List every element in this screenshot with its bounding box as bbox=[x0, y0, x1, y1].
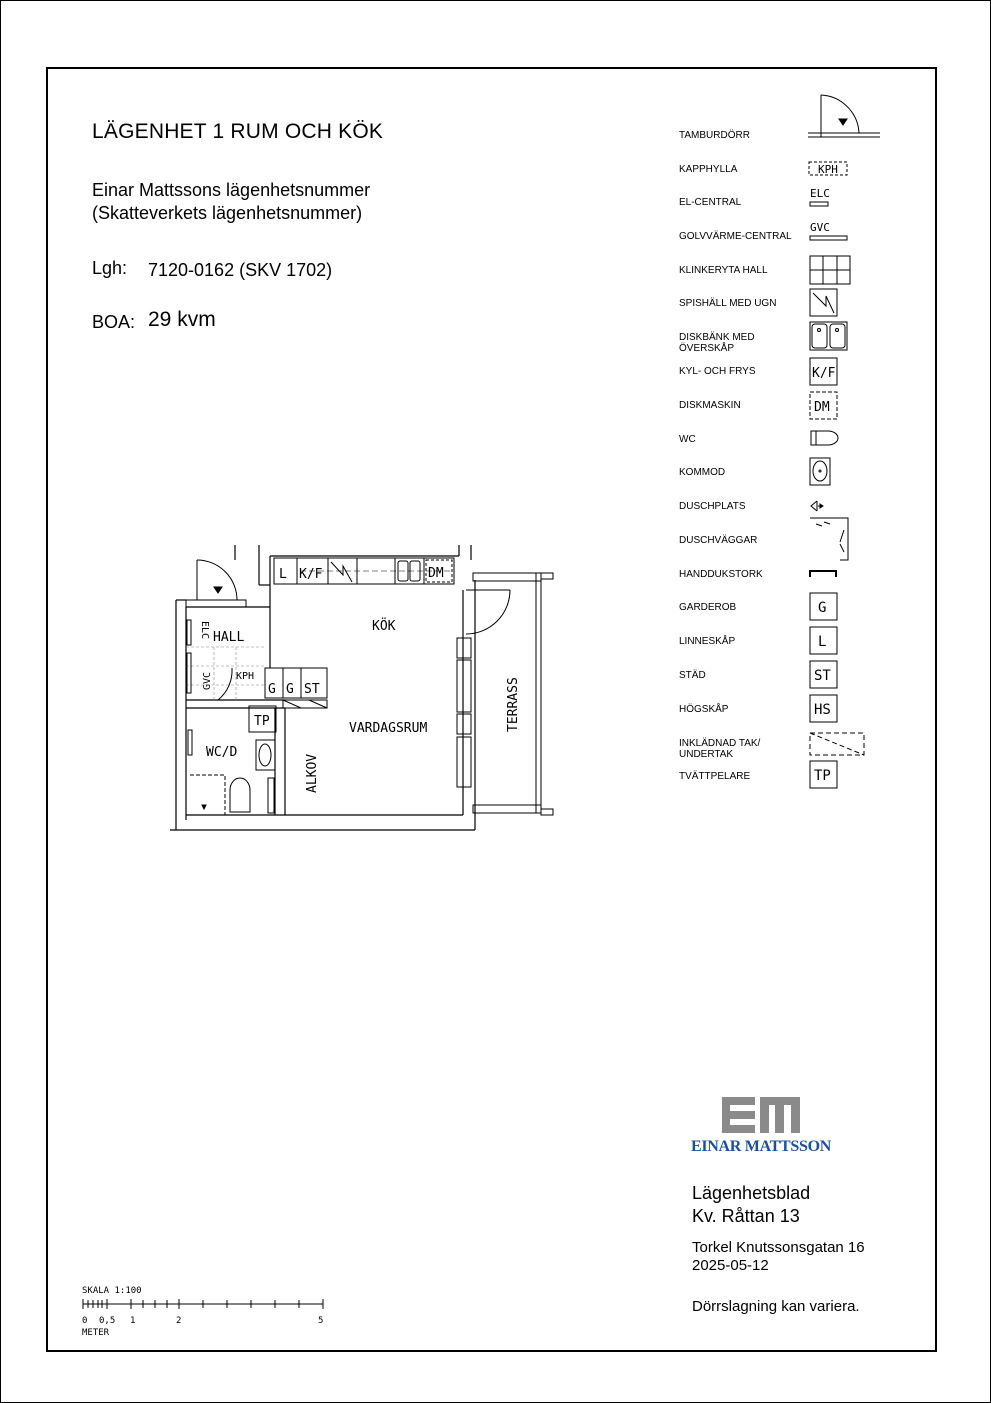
legend-icons bbox=[800, 90, 880, 800]
legend-label-tamburdorr: TAMBURDÖRR bbox=[679, 130, 750, 141]
wardrobe-icon-text: G bbox=[818, 600, 827, 616]
towel-dryer bbox=[188, 730, 192, 755]
scale-tick-2: 2 bbox=[176, 1316, 182, 1326]
legend-label-kylfrys: KYL- OCH FRYS bbox=[679, 366, 756, 377]
company-logo-mark bbox=[722, 1097, 802, 1135]
legend-label-tvattpelare: TVÄTTPELARE bbox=[679, 771, 751, 782]
wc-toilet bbox=[230, 778, 250, 812]
plan-label-vardagsrum: VARDAGSRUM bbox=[349, 721, 428, 736]
sink-icon bbox=[810, 322, 847, 350]
plan-label-alkov: ALKOV bbox=[305, 753, 320, 793]
legend-label-duschplats: DUSCHPLATS bbox=[679, 501, 746, 512]
shower-wall-icon bbox=[810, 518, 848, 560]
page-title: LÄGENHET 1 RUM OCH KÖK bbox=[92, 120, 384, 143]
scale-tick-5: 5 bbox=[318, 1316, 324, 1326]
scale-bar bbox=[80, 1296, 330, 1316]
date: 2025-05-12 bbox=[692, 1257, 769, 1274]
tall-cabinet-icon-text: HS bbox=[814, 702, 831, 718]
linen-icon bbox=[810, 627, 837, 654]
plan-label-gvc: GVC bbox=[202, 671, 213, 690]
kph-icon bbox=[809, 162, 847, 176]
plan-label-tp: TP bbox=[254, 714, 270, 729]
plan-label-kph: KPH bbox=[236, 671, 255, 682]
legend-label-linneskap: LINNESKÅP bbox=[679, 636, 736, 647]
company-logo-text: EINAR MATTSSON bbox=[691, 1138, 831, 1155]
address: Torkel Knutssonsgatan 16 bbox=[692, 1239, 865, 1256]
doc-type: Lägenhetsblad bbox=[692, 1183, 811, 1203]
elc-box bbox=[187, 620, 191, 645]
plan-label-l: L bbox=[279, 567, 287, 582]
scale-tick-0: 0 bbox=[82, 1316, 88, 1326]
basin-icon bbox=[810, 458, 830, 485]
plan-label-terrass: TERRASS bbox=[506, 677, 521, 732]
door-icon bbox=[808, 95, 880, 137]
scale-tick-1: 1 bbox=[130, 1316, 136, 1326]
boa-label: BOA: bbox=[92, 312, 136, 332]
elc-icon bbox=[810, 187, 830, 206]
lgh-label: Lgh: bbox=[92, 258, 128, 278]
stove-icon bbox=[810, 289, 837, 316]
subtitle-line2: (Skatteverkets lägenhetsnummer) bbox=[92, 203, 363, 223]
plan-label-kok: KÖK bbox=[372, 619, 396, 634]
property-name: Kv. Råttan 13 bbox=[692, 1206, 800, 1226]
wardrobe-icon bbox=[810, 593, 837, 620]
washer-icon-text: TP bbox=[814, 768, 831, 784]
boa-value: 29 kvm bbox=[148, 308, 216, 331]
legend-label-stad: STÄD bbox=[679, 670, 706, 681]
legend-label-diskmaskin: DISKMASKIN bbox=[679, 400, 741, 411]
legend-label-hogskap: HÖGSKÅP bbox=[679, 704, 729, 715]
washer-icon bbox=[810, 761, 837, 788]
tile-icon bbox=[810, 256, 850, 284]
shower-walls bbox=[190, 775, 225, 815]
ceiling-icon bbox=[810, 733, 864, 755]
legend-label-kapphylla: KAPPHYLLA bbox=[679, 164, 738, 175]
cleaning-icon-text: ST bbox=[814, 668, 831, 684]
legend-label-kommod: KOMMOD bbox=[679, 467, 726, 478]
terrace-door bbox=[457, 590, 510, 787]
scale-tick-05: 0,5 bbox=[99, 1316, 116, 1326]
dishwasher-icon-text: DM bbox=[814, 400, 830, 415]
plan-label-wcd: WC/D bbox=[206, 745, 238, 760]
tall-cabinet-icon bbox=[810, 695, 837, 722]
scale-unit: METER bbox=[82, 1328, 110, 1338]
kph-icon-text: KPH bbox=[818, 163, 838, 176]
gvc-icon bbox=[810, 221, 847, 240]
subtitle-line1: Einar Mattssons lägenhetsnummer bbox=[92, 180, 371, 200]
shower-drain bbox=[202, 805, 206, 809]
plan-label-st: ST bbox=[304, 682, 320, 697]
wc-icon bbox=[811, 431, 838, 445]
plan-label-g1: G bbox=[268, 682, 276, 697]
legend-label-elcentral: EL-CENTRAL bbox=[679, 197, 742, 208]
towel-dryer-icon bbox=[810, 571, 836, 577]
shower-icon bbox=[811, 501, 823, 511]
legend-label-spishall: SPISHÄLL MED UGN bbox=[679, 298, 777, 309]
floor-plan bbox=[160, 540, 580, 840]
wc-basin-bowl bbox=[259, 744, 271, 766]
dishwasher-icon bbox=[810, 392, 837, 419]
legend-label-duschvaggar: DUSCHVÄGGAR bbox=[679, 535, 758, 546]
cleaning-icon bbox=[810, 661, 837, 688]
fridge-icon bbox=[810, 358, 837, 385]
plan-label-g2: G bbox=[286, 682, 294, 697]
plan-label-hall: HALL bbox=[213, 630, 245, 645]
linen-icon-text: L bbox=[818, 634, 827, 650]
gvc-icon-text: GVC bbox=[810, 221, 830, 234]
plan-label-elc: ELC bbox=[199, 621, 210, 640]
legend-label-garderob: GARDEROB bbox=[679, 602, 737, 613]
legend-label-golvvarme: GOLVVÄRME-CENTRAL bbox=[679, 231, 792, 242]
legend-label-klinker: KLINKERYTA HALL bbox=[679, 265, 768, 276]
fridge-icon-text: K/F bbox=[812, 366, 836, 381]
scale-title: SKALA 1:100 bbox=[82, 1286, 142, 1296]
elc-icon-text: ELC bbox=[810, 187, 830, 200]
legend-label-diskbank: DISKBÄNK MED ÖVERSKÅP bbox=[679, 332, 755, 354]
legend-label-handdukstork: HANDDUKSTORK bbox=[679, 569, 763, 580]
lgh-value: 7120-0162 (SKV 1702) bbox=[148, 260, 333, 280]
entrance-door-icon bbox=[186, 560, 246, 607]
door-note: Dörrslagning kan variera. bbox=[692, 1298, 860, 1315]
plan-label-dm: DM bbox=[428, 566, 444, 581]
legend-label-inkladnad: INKLÄDNAD TAK/ UNDERTAK bbox=[679, 738, 761, 760]
wc-cabinet bbox=[268, 778, 274, 813]
legend-label-wc: WC bbox=[679, 434, 696, 445]
hall-door-arc bbox=[218, 668, 232, 700]
gvc-box bbox=[187, 653, 191, 693]
plan-label-kf: K/F bbox=[299, 567, 323, 582]
